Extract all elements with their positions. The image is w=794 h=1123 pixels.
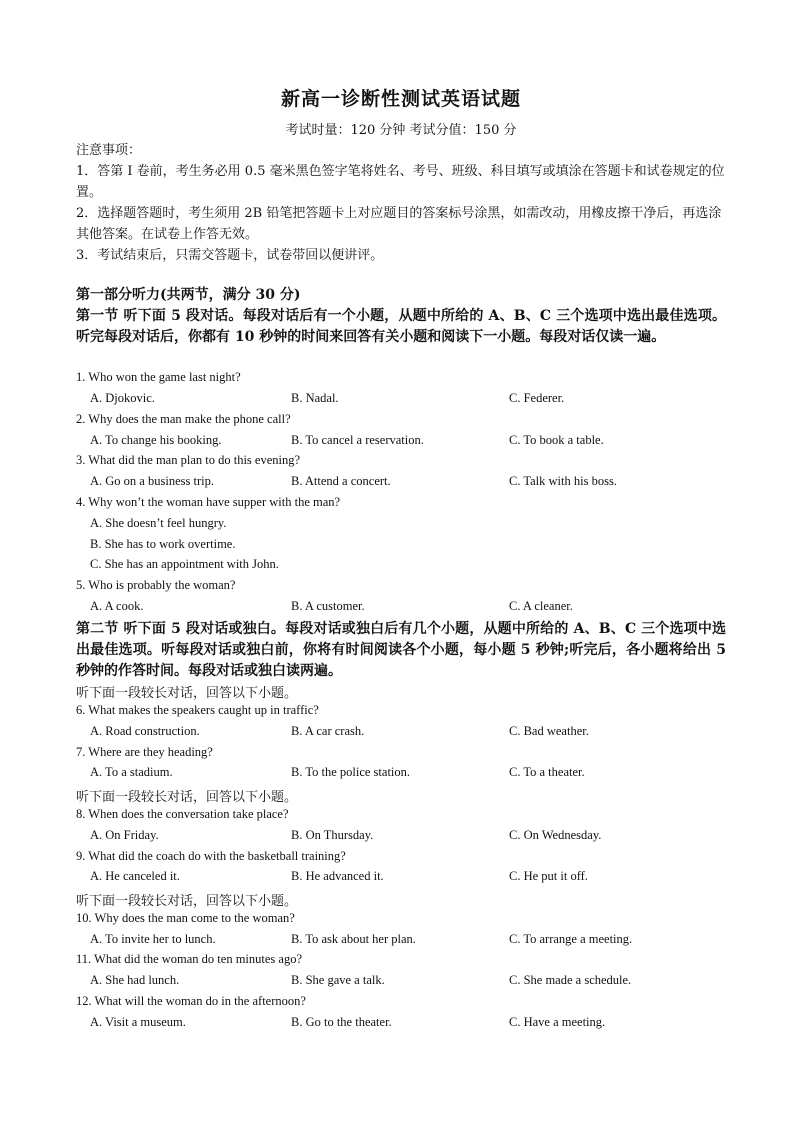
notice-item: 2．选择题答题时，考生须用 2B 铅笔把答题卡上对应题目的答案标号涂黑，如需改动，用橡皮擦干净后，再选涂其他答案。在试卷上作答无效。 xyxy=(76,206,722,242)
question-7: 7. Where are they heading? xyxy=(76,745,213,759)
option-c: C. On Wednesday. xyxy=(509,828,602,842)
question-6: 6. What makes the speakers caught up in traffic? xyxy=(76,703,319,717)
option-b: B. To ask about her plan. xyxy=(291,932,416,946)
option-b: B. Attend a concert. xyxy=(291,474,391,488)
section2-instructions: 第二节 听下面 5 段对话或独白。每段对话或独白后有几个小题，从题中所给的 A、B、C 三个选项中选出最佳选项。听每段对话或独白前，你将有时间阅读各个小题，每小题 5 秒钟;听完后，各小题将给出 5 秒钟的作答时间。每段对话或独白读两遍。 xyxy=(76,621,726,679)
option-b: B. A customer. xyxy=(291,599,365,613)
option-c: C. A cleaner. xyxy=(509,599,573,613)
question-3: 3. What did the man plan to do this evening? xyxy=(76,453,301,467)
listen-note: 听下面一段较长对话，回答以下小题。 xyxy=(76,894,298,909)
exam-title: 新高一诊断性测试英语试题 xyxy=(280,88,521,110)
option-a: A. Go on a business trip. xyxy=(90,474,214,488)
question-2: 2. Why does the man make the phone call? xyxy=(76,412,291,426)
option-c: C. To a theater. xyxy=(509,765,585,779)
question-8: 8. When does the conversation take place? xyxy=(76,807,289,821)
option-a: A. Road construction. xyxy=(90,724,200,738)
option-c: C. To arrange a meeting. xyxy=(509,932,633,946)
part1-heading: 第一部分听力(共两节，满分 30 分) xyxy=(76,287,301,303)
question-11: 11. What did the woman do ten minutes ago? xyxy=(76,952,302,966)
option-a: A. She had lunch. xyxy=(90,973,180,987)
notice-block xyxy=(76,140,726,266)
notice-item: 1．答第 I 卷前，考生务必用 0.5 毫米黑色签字笔将姓名、考号、班级、科目填写或填涂在答题卡和试卷规定的位置。 xyxy=(76,164,725,200)
option-c: C. To book a table. xyxy=(509,433,604,447)
option-a: A. To a stadium. xyxy=(90,765,173,779)
option-c: C. Federer. xyxy=(509,391,565,405)
exam-subtitle: 考试时量：120 分钟 考试分值：150 分 xyxy=(285,123,517,138)
option-b: B. To cancel a reservation. xyxy=(291,433,424,447)
option-b: B. Nadal. xyxy=(291,391,339,405)
question-5: 5. Who is probably the woman? xyxy=(76,578,236,592)
option-c: C. Talk with his boss. xyxy=(509,474,617,488)
option-a: A. To change his booking. xyxy=(90,433,222,447)
option-b: B. A car crash. xyxy=(291,724,365,738)
option-c: C. Have a meeting. xyxy=(509,1015,606,1029)
option-c: C. He put it off. xyxy=(509,869,588,883)
option-c: C. She made a schedule. xyxy=(509,973,632,987)
question-9: 9. What did the coach do with the basketball training? xyxy=(76,849,346,863)
question-10: 10. Why does the man come to the woman? xyxy=(76,911,295,925)
option-b: B. Go to the theater. xyxy=(291,1015,392,1029)
listen-note: 听下面一段较长对话，回答以下小题。 xyxy=(76,790,298,805)
question-1: 1. Who won the game last night? xyxy=(76,370,241,384)
option-a: A. To invite her to lunch. xyxy=(90,932,216,946)
question-12: 12. What will the woman do in the afternoon? xyxy=(76,994,306,1008)
notice-heading: 注意事项： xyxy=(76,143,142,158)
question-4: 4. Why won’t the woman have supper with the man? xyxy=(76,495,341,509)
option-b: B. To the police station. xyxy=(291,765,411,779)
option-c: C. Bad weather. xyxy=(509,724,589,738)
option-b: B. On Thursday. xyxy=(291,828,374,842)
option-c: C. She has an appointment with John. xyxy=(90,557,279,571)
option-b: B. She has to work overtime. xyxy=(90,537,236,551)
option-b: B. She gave a talk. xyxy=(291,973,385,987)
option-a: A. He canceled it. xyxy=(90,869,180,883)
option-a: A. Visit a museum. xyxy=(90,1015,186,1029)
notice-item: 3．考试结束后，只需交答题卡，试卷带回以便讲评。 xyxy=(76,248,384,263)
option-a: A. She doesn’t feel hungry. xyxy=(90,516,227,530)
option-b: B. He advanced it. xyxy=(291,869,384,883)
listen-note: 听下面一段较长对话，回答以下小题。 xyxy=(76,686,298,701)
section1-instructions: 第一节 听下面 5 段对话。每段对话后有一个小题，从题中所给的 A、B、C 三个选项中选出最佳选项。听完每段对话后，你都有 10 秒钟的时间来回答有关小题和阅读下一小题。每段对话仅读一遍。 xyxy=(76,308,726,345)
option-a: A. On Friday. xyxy=(90,828,159,842)
option-a: A. A cook. xyxy=(90,599,144,613)
option-a: A. Djokovic. xyxy=(90,391,155,405)
